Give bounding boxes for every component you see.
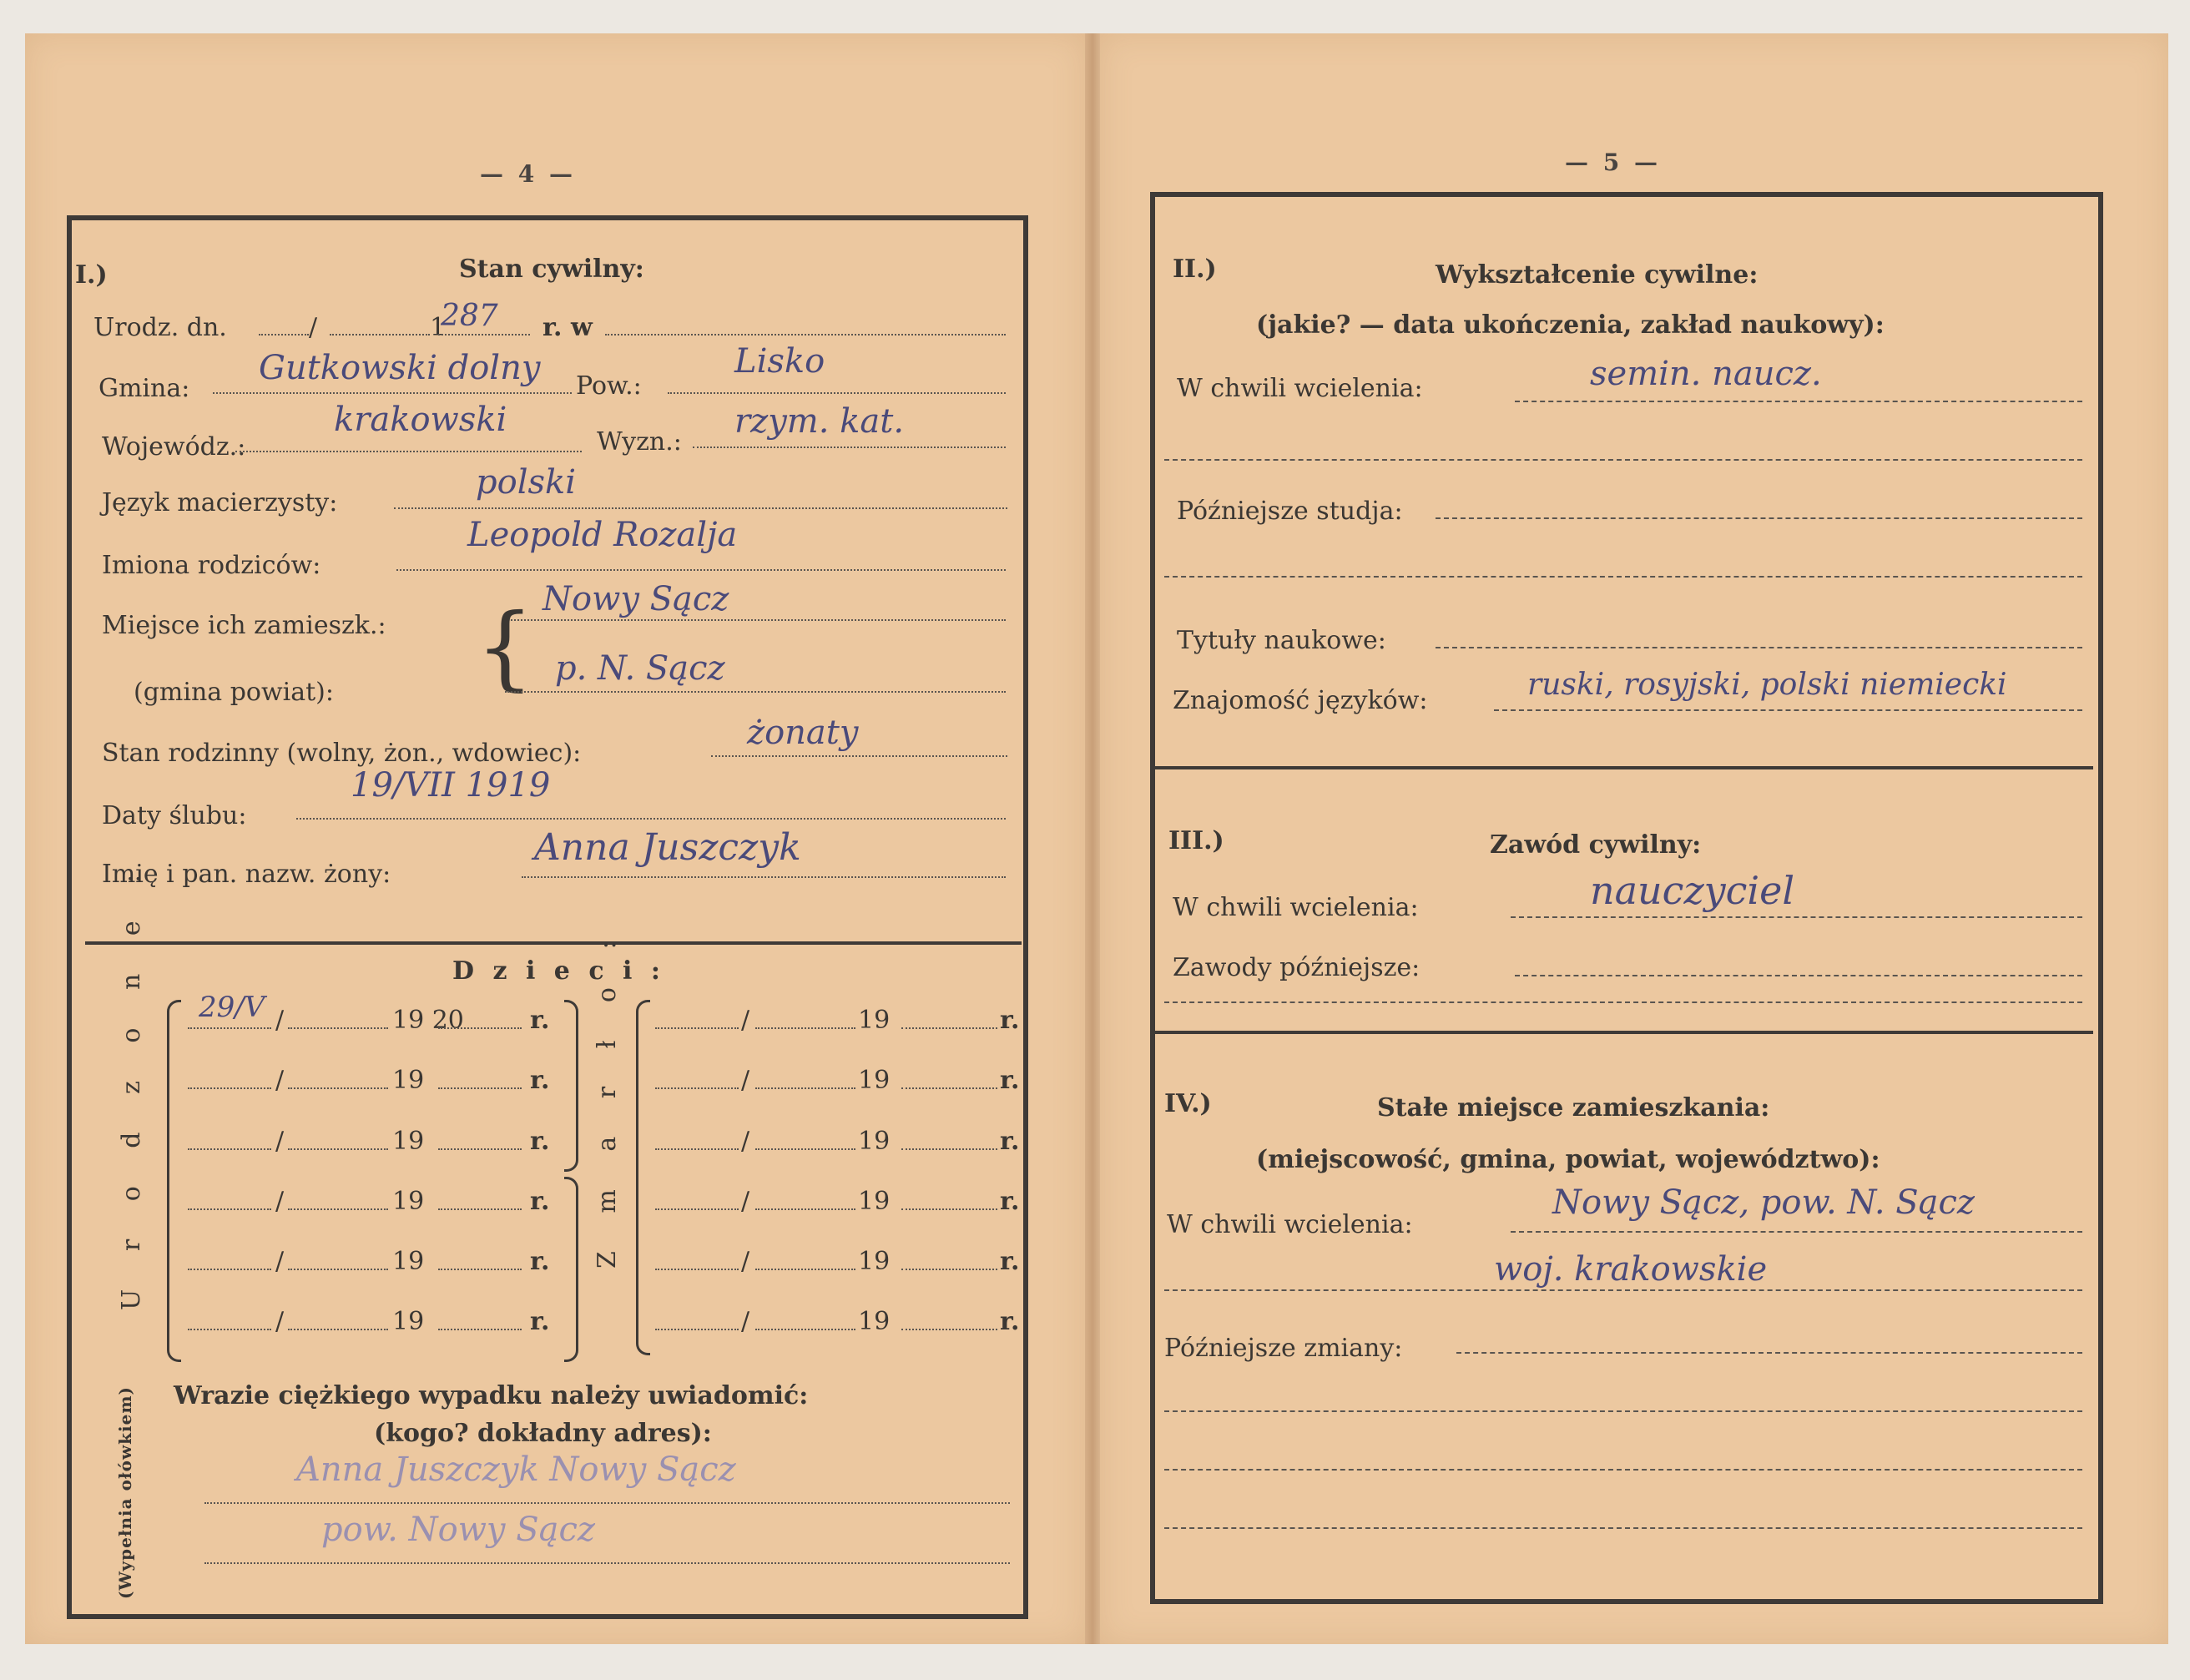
wrazie-line-b	[204, 1562, 1010, 1564]
child-died-slash: /	[741, 1307, 750, 1336]
child-died-slash: /	[741, 1006, 750, 1035]
child-born-month-line	[288, 1027, 388, 1029]
wyznanie-label: Wyzn.:	[597, 427, 682, 457]
child-born-month-line	[288, 1208, 388, 1210]
child-died-year: 19	[858, 1127, 891, 1156]
wrazie-line-a	[204, 1502, 1010, 1504]
section-divider-4	[1155, 1031, 2093, 1034]
child-died-r: r.	[1000, 1187, 1020, 1216]
gmina-powiat-line	[505, 691, 1006, 693]
stan-rodzinny-handwritten: żonaty	[747, 714, 859, 752]
child-born-day-line	[188, 1269, 271, 1270]
child-died-month-line	[755, 1269, 855, 1270]
child-born-year: 19	[392, 1307, 425, 1336]
child-died-year-line	[901, 1269, 997, 1270]
wyznanie-handwritten: rzym. kat.	[734, 402, 905, 441]
section-title-zawod: Zawód cywilny:	[1490, 830, 1702, 860]
urodzone-brace-right-top	[564, 1000, 578, 1172]
child-died-year: 19	[858, 1006, 891, 1035]
child-died-month-line	[755, 1208, 855, 1210]
child-born-slash: /	[275, 1066, 285, 1095]
s4-wcielenia-handwritten-2: woj. krakowskie	[1494, 1250, 1768, 1289]
s4-wcielenia-line	[1511, 1231, 2082, 1233]
child-died-year-line	[901, 1087, 997, 1089]
jezyk-label: Język macierzysty:	[102, 488, 338, 517]
pow-handwritten: Lisko	[734, 342, 825, 381]
urodzone-brace	[167, 1000, 181, 1362]
child-born-year-line	[438, 1087, 522, 1089]
slub-handwritten: 19/VII 1919	[351, 766, 551, 805]
child-died-month-line	[755, 1148, 855, 1150]
child-born-year-line	[438, 1148, 522, 1150]
s3-wcielenia-label: W chwili wcielenia:	[1173, 893, 1419, 922]
wojewodztwo-handwritten: krakowski	[334, 401, 507, 439]
birth-day-line	[259, 334, 309, 335]
s4-wcielenia-label: W chwili wcielenia:	[1167, 1210, 1413, 1239]
child-born-r: r.	[530, 1307, 550, 1336]
child-died-day-line	[655, 1329, 739, 1330]
child-born-year: 19	[392, 1066, 425, 1095]
imiona-handwritten: Leopold Rozalja	[467, 516, 738, 554]
child-died-r: r.	[1000, 1066, 1020, 1095]
slub-label: Daty ślubu:	[102, 801, 247, 830]
child-born-year-line	[438, 1027, 522, 1029]
tytuly-label: Tytuły naukowe:	[1177, 626, 1386, 655]
wrazie-line2: (kogo? dokładny adres):	[374, 1419, 712, 1448]
gmina-powiat-handwritten: p. N. Sącz	[555, 649, 725, 688]
child-died-year-line	[901, 1027, 997, 1029]
section-number-2: II.)	[1173, 255, 1217, 284]
child-born-slash: /	[275, 1307, 285, 1336]
child-born-r: r.	[530, 1066, 550, 1095]
child-died-month-line	[755, 1027, 855, 1029]
wojewodztwo-label: Wojewódz.:	[102, 432, 246, 462]
zawody-line	[1515, 975, 2082, 976]
child-died-year-line	[901, 1148, 997, 1150]
child-died-slash: /	[741, 1127, 750, 1156]
section-number-1: I.)	[75, 260, 108, 290]
child-died-year-line	[901, 1329, 997, 1330]
stan-rodzinny-line	[711, 755, 1007, 757]
zmarlo-brace	[636, 1000, 650, 1355]
child-born-month-line	[288, 1269, 388, 1270]
address-brace: {	[476, 593, 534, 700]
s2-wcielenia-label: W chwili wcielenia:	[1177, 374, 1423, 403]
studja-line	[1436, 517, 2082, 519]
s4-extra-line	[1164, 1289, 2082, 1291]
child-died-r: r.	[1000, 1127, 1020, 1156]
child-born-day-line	[188, 1148, 271, 1150]
birth-month-line	[330, 334, 430, 335]
child-born-month-line	[288, 1329, 388, 1330]
child-born-r: r.	[530, 1187, 550, 1216]
child-born-slash: /	[275, 1006, 285, 1035]
zawody-extra-line	[1164, 1001, 2082, 1003]
stan-rodzinny-label: Stan rodzinny (wolny, żon., wdowiec):	[102, 739, 582, 768]
miejsce-handwritten: Nowy Sącz	[542, 580, 729, 618]
znajomosc-line	[1494, 709, 2082, 711]
wrazie-handwritten-1: Anna Juszczyk Nowy Sącz	[296, 1450, 736, 1489]
zmiany-extra-line-3	[1164, 1527, 2082, 1529]
child-died-day-line	[655, 1087, 739, 1089]
section-title-stan-cywilny: Stan cywilny:	[459, 255, 644, 284]
jezyk-handwritten: polski	[476, 463, 577, 502]
child-died-day-line	[655, 1027, 739, 1029]
zona-handwritten: Anna Juszczyk	[534, 826, 801, 869]
section-divider-dzieci	[85, 941, 1022, 945]
child-born-year: 19 20	[392, 1006, 464, 1035]
wypelnia-olowkiem-note: (Wypełnia ołówkiem)	[115, 1386, 135, 1599]
child-died-slash: /	[741, 1187, 750, 1216]
child-died-year: 19	[858, 1187, 891, 1216]
wyksztalcenie-subtitle: (jakie? — data ukończenia, zakład naukowy):	[1256, 310, 1885, 340]
child-born-year-line	[438, 1329, 522, 1330]
dzieci-title: D z i e c i :	[452, 956, 665, 986]
child-born-day-line	[188, 1208, 271, 1210]
section-title-miejsce: Stałe miejsce zamieszkania:	[1377, 1093, 1770, 1123]
booklet-spine	[1085, 33, 1100, 1644]
child-born-day-line	[188, 1087, 271, 1089]
gmina-handwritten: Gutkowski dolny	[259, 349, 541, 387]
birth-place-line	[605, 334, 1006, 335]
znajomosc-handwritten: ruski, rosyjski, polski niemiecki	[1527, 668, 2007, 702]
child-born-month-line	[288, 1148, 388, 1150]
child-born-slash: /	[275, 1127, 285, 1156]
wrazie-line1: Wrazie ciężkiego wypadku należy uwiadomić:	[174, 1381, 809, 1410]
imiona-line	[396, 569, 1006, 571]
zawody-label: Zawody późniejsze:	[1173, 953, 1420, 982]
s3-wcielenia-handwritten: nauczyciel	[1590, 868, 1795, 913]
imiona-label: Imiona rodziców:	[102, 551, 321, 580]
wojewodztwo-line	[235, 451, 582, 452]
birth-year-line	[438, 334, 530, 335]
child-died-day-line	[655, 1208, 739, 1210]
tytuly-line	[1436, 647, 2082, 648]
child-born-r: r.	[530, 1006, 550, 1035]
jezyk-line	[394, 507, 1007, 509]
wrazie-handwritten-2: pow. Nowy Sącz	[321, 1511, 595, 1549]
child-died-year: 19	[858, 1066, 891, 1095]
gmina-label: Gmina:	[98, 374, 190, 403]
child-died-month-line	[755, 1087, 855, 1089]
studja-extra-line	[1164, 576, 2082, 578]
child-born-year-line	[438, 1208, 522, 1210]
child-born-day-line	[188, 1027, 271, 1029]
child-born-r: r.	[530, 1127, 550, 1156]
child-died-r: r.	[1000, 1006, 1020, 1035]
gmina-powiat-label: (gmina powiat):	[134, 678, 334, 707]
zmarlo-label: Z m a r ł o :	[593, 926, 622, 1269]
urodzone-label: U r o d z o n e :	[117, 859, 146, 1310]
child-died-day-line	[655, 1269, 739, 1270]
child-born-r: r.	[530, 1247, 550, 1276]
child-died-slash: /	[741, 1247, 750, 1276]
child-died-slash: /	[741, 1066, 750, 1095]
slub-line	[296, 818, 1006, 820]
page-number-right: — 5 —	[1565, 149, 1661, 176]
child-born-year: 19	[392, 1247, 425, 1276]
child-born-date-handwritten: 29/V	[199, 991, 265, 1024]
child-died-r: r.	[1000, 1307, 1020, 1336]
s4-wcielenia-handwritten: Nowy Sącz, pow. N. Sącz	[1552, 1183, 1975, 1222]
child-died-year: 19	[858, 1247, 891, 1276]
child-born-slash: /	[275, 1247, 285, 1276]
pow-line	[668, 392, 1006, 394]
miejsce-subtitle: (miejscowość, gmina, powiat, województwo):	[1256, 1145, 1880, 1174]
section-divider-3	[1155, 766, 2093, 769]
urodzone-brace-right-bottom	[564, 1177, 578, 1362]
birth-label: Urodz. dn.	[93, 313, 227, 342]
child-born-year-line	[438, 1269, 522, 1270]
s2-wcielenia-line	[1515, 401, 2082, 402]
znajomosc-label: Znajomość języków:	[1173, 686, 1428, 715]
zmiany-line	[1456, 1352, 2082, 1354]
child-born-slash: /	[275, 1187, 285, 1216]
child-born-year: 19	[392, 1187, 425, 1216]
s2-wcielenia-handwritten: semin. naucz.	[1590, 355, 1822, 393]
child-born-day-line	[188, 1329, 271, 1330]
zona-line	[522, 876, 1006, 878]
child-born-month-line	[288, 1087, 388, 1089]
child-died-r: r.	[1000, 1247, 1020, 1276]
zmiany-label: Późniejsze zmiany:	[1164, 1334, 1403, 1363]
miejsce-line	[505, 619, 1006, 621]
child-died-year: 19	[858, 1307, 891, 1336]
miejsce-label: Miejsce ich zamieszk.:	[102, 611, 386, 640]
section-number-3: III.)	[1168, 826, 1224, 855]
zona-label: Imię i pan. nazw. żony:	[102, 860, 391, 889]
pozniejsze-studja-label: Późniejsze studja:	[1177, 497, 1403, 526]
section-title-wyksztalcenie: Wykształcenie cywilne:	[1436, 260, 1759, 290]
birth-year-prefix: 1	[430, 313, 447, 342]
child-born-year: 19	[392, 1127, 425, 1156]
pow-label: Pow.:	[576, 371, 642, 401]
section-number-4: IV.)	[1164, 1089, 1212, 1118]
wyznanie-line	[693, 446, 1006, 448]
child-died-month-line	[755, 1329, 855, 1330]
s2-extra-line-1	[1164, 459, 2082, 461]
page-number-left: — 4 —	[480, 160, 576, 188]
gmina-line	[213, 392, 572, 394]
birth-year-handwritten: 287	[441, 299, 498, 333]
s3-wcielenia-line	[1511, 916, 2082, 918]
child-died-year-line	[901, 1208, 997, 1210]
zmiany-extra-line-2	[1164, 1469, 2082, 1471]
birth-r-w: r. w	[542, 313, 593, 342]
zmiany-extra-line-1	[1164, 1410, 2082, 1412]
birth-slash: /	[309, 313, 318, 342]
child-died-day-line	[655, 1148, 739, 1150]
